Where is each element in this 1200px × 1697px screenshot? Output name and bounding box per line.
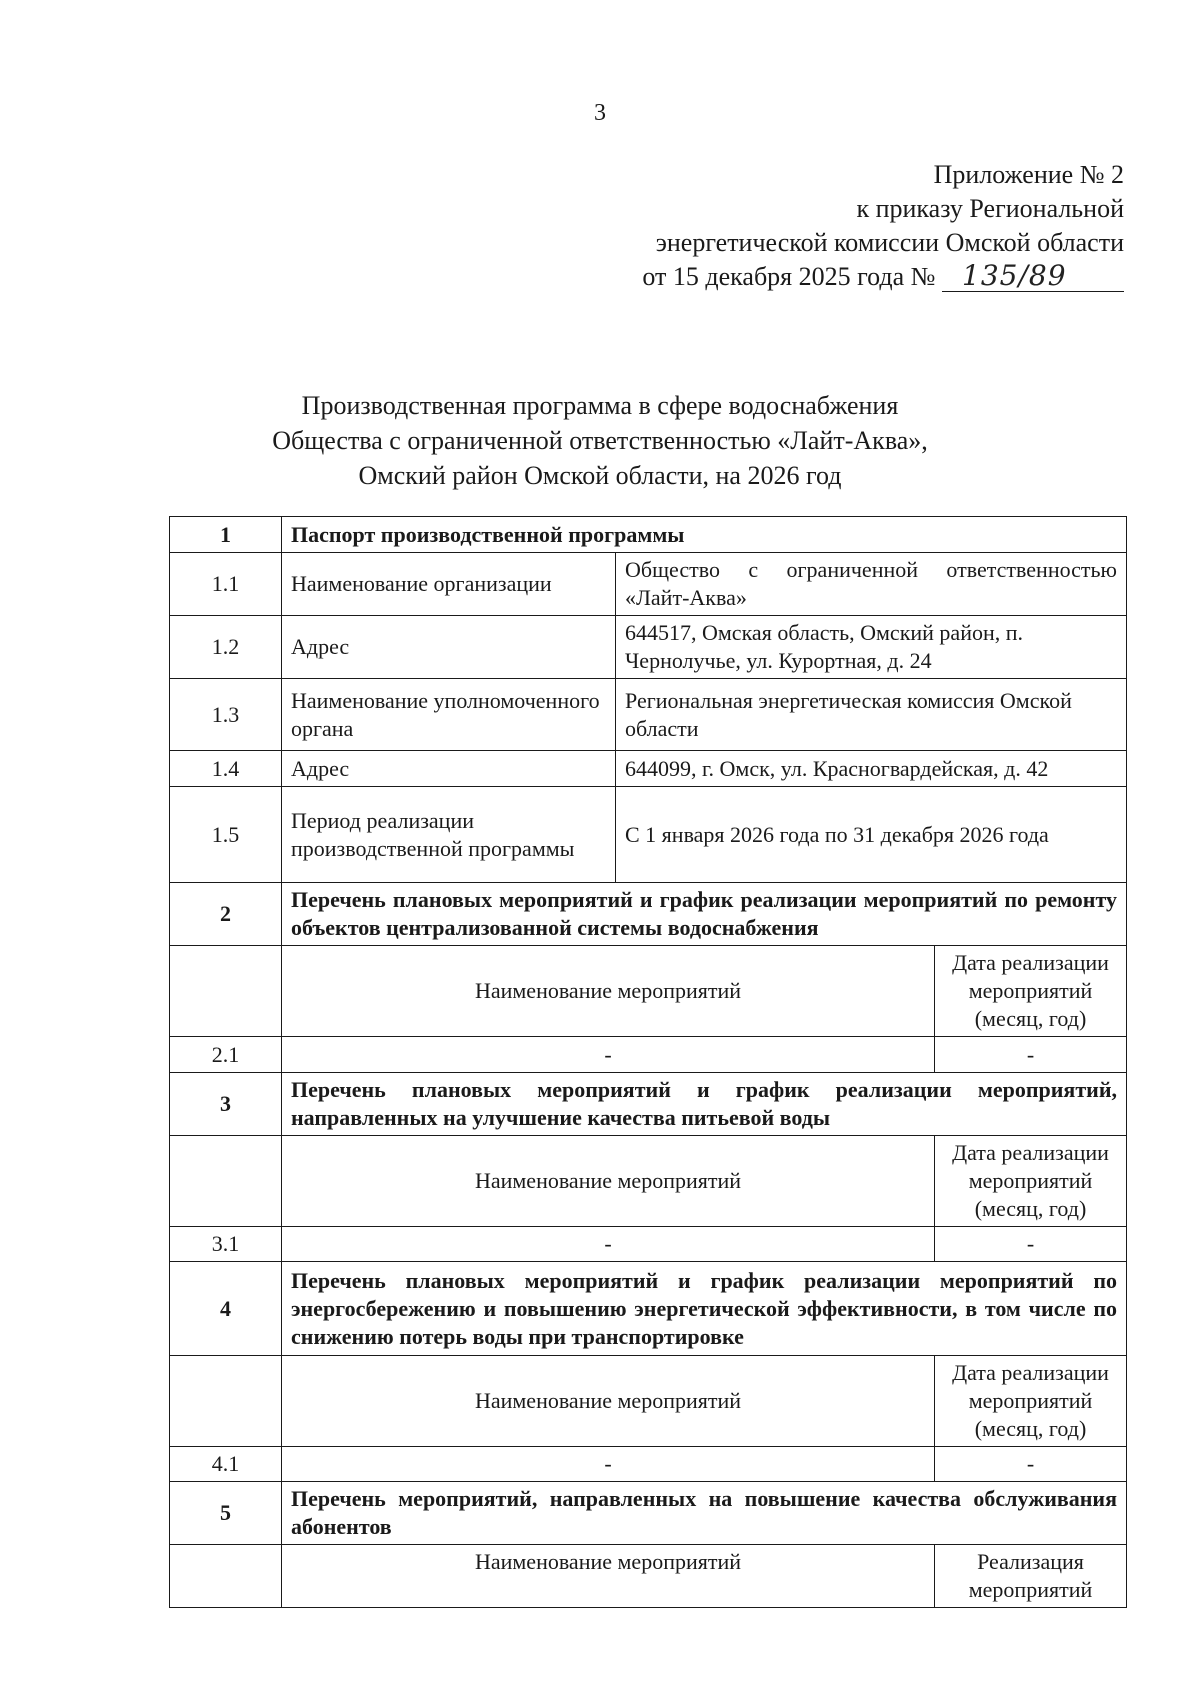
title-line-2: Общества с ограниченной ответственностью «Лайт-Аква», xyxy=(272,426,928,455)
section-5-header-row xyxy=(170,1482,1127,1545)
section-title: Перечень плановых мероприятий и график реализации мероприятий, направленных на улучшение качества питьевой воды xyxy=(282,1073,1127,1136)
row-number: 1.1 xyxy=(170,553,282,616)
table-row xyxy=(170,616,1127,679)
section-4-header-row xyxy=(170,1262,1127,1356)
column-header-name: Наименование мероприятий xyxy=(282,1545,935,1608)
row-label: Наименование уполномоченного органа xyxy=(282,679,616,751)
empty-cell xyxy=(170,1356,282,1447)
section-title: Паспорт производственной программы xyxy=(282,517,1127,553)
row-value: С 1 января 2026 года по 31 декабря 2026 года xyxy=(616,787,1127,883)
row-date: - xyxy=(935,1227,1127,1262)
section-number: 3 xyxy=(170,1073,282,1136)
section-2-columns-row xyxy=(170,946,1127,1037)
appendix-line-3: энергетической комиссии Омской области xyxy=(655,228,1124,257)
row-number: 4.1 xyxy=(170,1447,282,1482)
section-title: Перечень плановых мероприятий и график реализации мероприятий по энергосбережению и повышению энергетической эффективности, в том числе по снижению потерь воды при транспортировке xyxy=(282,1262,1127,1356)
column-header-name: Наименование мероприятий xyxy=(282,1356,935,1447)
title-line-1: Производственная программа в сфере водоснабжения xyxy=(301,391,899,420)
row-date: - xyxy=(935,1447,1127,1482)
row-value: Общество с ограниченной ответственностью «Лайт-Аква» xyxy=(616,553,1127,616)
production-program-table xyxy=(169,516,1127,1608)
order-date-prefix: от 15 декабря 2025 года № xyxy=(642,262,936,291)
row-number: 2.1 xyxy=(170,1037,282,1073)
table-row xyxy=(170,1447,1127,1482)
row-label: Адрес xyxy=(282,616,616,679)
row-name: - xyxy=(282,1037,935,1073)
table-row xyxy=(170,751,1127,787)
column-header-date: Дата реализации мероприятий (месяц, год) xyxy=(935,1136,1127,1227)
appendix-line-2: к приказу Региональной xyxy=(856,194,1124,223)
table-row xyxy=(170,1227,1127,1262)
document-title xyxy=(0,388,1200,493)
section-number: 4 xyxy=(170,1262,282,1356)
column-header-name: Наименование мероприятий xyxy=(282,1136,935,1227)
section-3-header-row xyxy=(170,1073,1127,1136)
title-line-3: Омский район Омской области, на 2026 год xyxy=(358,461,842,490)
table-row xyxy=(170,787,1127,883)
column-header-date: Реализация мероприятий xyxy=(935,1545,1127,1608)
order-number-handwritten: 135/89 xyxy=(942,261,1124,292)
section-1-header-row xyxy=(170,517,1127,553)
section-2-header-row xyxy=(170,883,1127,946)
section-number: 1 xyxy=(170,517,282,553)
section-title: Перечень мероприятий, направленных на повышение качества обслуживания абонентов xyxy=(282,1482,1127,1545)
table-row xyxy=(170,1037,1127,1073)
section-number: 5 xyxy=(170,1482,282,1545)
row-number: 1.2 xyxy=(170,616,282,679)
empty-cell xyxy=(170,1545,282,1608)
column-header-name: Наименование мероприятий xyxy=(282,946,935,1037)
section-3-columns-row xyxy=(170,1136,1127,1227)
row-value: 644099, г. Омск, ул. Красногвардейская, д. 42 xyxy=(616,751,1127,787)
row-number: 1.5 xyxy=(170,787,282,883)
column-header-date: Дата реализации мероприятий (месяц, год) xyxy=(935,946,1127,1037)
row-name: - xyxy=(282,1447,935,1482)
section-4-columns-row xyxy=(170,1356,1127,1447)
row-value: Региональная энергетическая комиссия Омской области xyxy=(616,679,1127,751)
appendix-line-4 xyxy=(564,260,1124,294)
row-label: Период реализации производственной программы xyxy=(282,787,616,883)
section-title: Перечень плановых мероприятий и график реализации мероприятий по ремонту объектов централизованной системы водоснабжения xyxy=(282,883,1127,946)
row-number: 1.3 xyxy=(170,679,282,751)
appendix-header xyxy=(564,158,1124,294)
section-5-columns-row xyxy=(170,1545,1127,1608)
row-number: 1.4 xyxy=(170,751,282,787)
row-label: Адрес xyxy=(282,751,616,787)
appendix-line-1: Приложение № 2 xyxy=(933,160,1124,189)
section-number: 2 xyxy=(170,883,282,946)
page-number: 3 xyxy=(594,100,606,126)
row-name: - xyxy=(282,1227,935,1262)
row-date: - xyxy=(935,1037,1127,1073)
table-row xyxy=(170,679,1127,751)
row-label: Наименование организации xyxy=(282,553,616,616)
column-header-date: Дата реализации мероприятий (месяц, год) xyxy=(935,1356,1127,1447)
row-value: 644517, Омская область, Омский район, п. Чернолучье, ул. Курортная, д. 24 xyxy=(616,616,1127,679)
empty-cell xyxy=(170,1136,282,1227)
table-row xyxy=(170,553,1127,616)
empty-cell xyxy=(170,946,282,1037)
row-number: 3.1 xyxy=(170,1227,282,1262)
